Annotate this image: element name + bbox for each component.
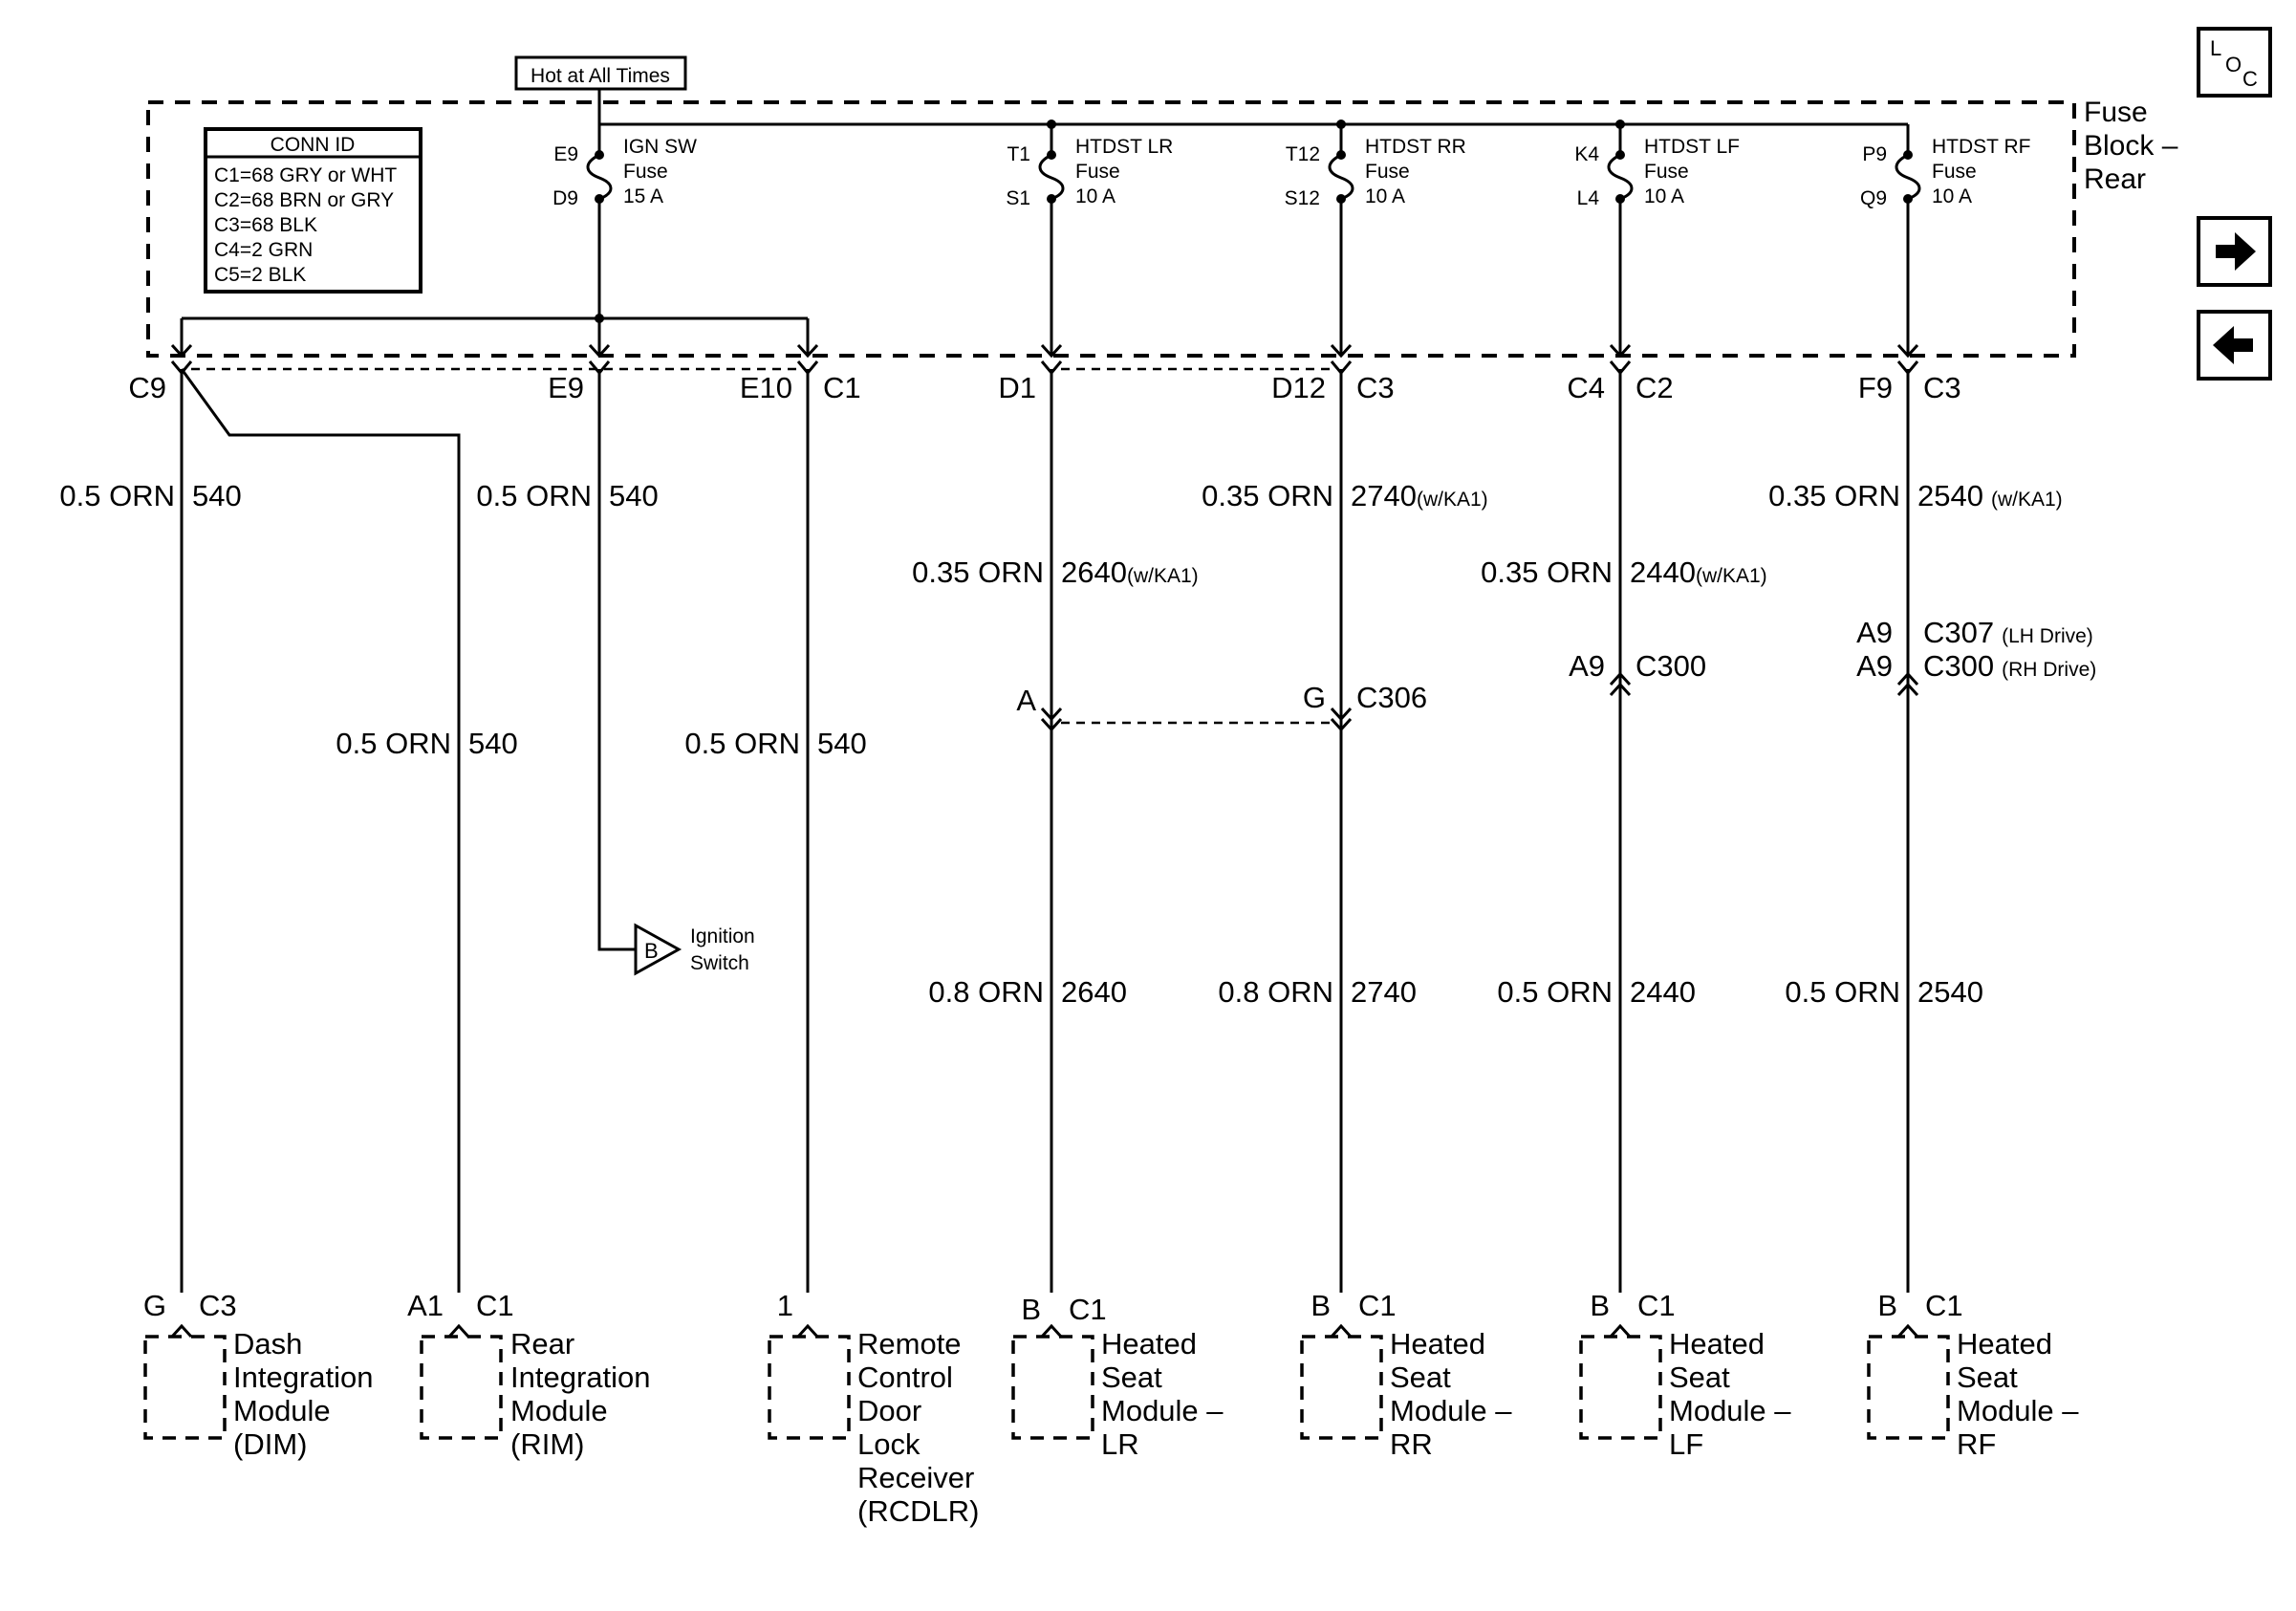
lf-name-2: Seat xyxy=(1669,1361,1730,1394)
dim-name-2: Integration xyxy=(233,1361,374,1394)
out-pin-c9: C9 xyxy=(128,371,166,404)
fuse-ign-rating: 15 A xyxy=(623,185,664,207)
lf-conn: C1 xyxy=(1637,1289,1676,1322)
fuse-lf-type: Fuse xyxy=(1644,161,1689,183)
fuse-rr-bottom-pin: S12 xyxy=(1284,187,1320,209)
rf-c300-pin: A9 xyxy=(1856,649,1893,683)
fuse-htdst-lf xyxy=(1574,124,1740,209)
rcdlr-name-3: Door xyxy=(857,1394,922,1427)
fuse-lr-name: HTDST LR xyxy=(1075,136,1174,158)
lf-pin: B xyxy=(1590,1289,1610,1322)
out-pin-e10: E10 xyxy=(739,371,792,404)
lr-pin: B xyxy=(1021,1293,1041,1326)
wire-label-rr-circuit: 2740(w/KA1) xyxy=(1351,479,1488,512)
lr-name-4: LR xyxy=(1101,1427,1139,1461)
hot-label: Hot at All Times xyxy=(531,65,670,87)
loc-o: O xyxy=(2225,53,2242,76)
dim-conn: C3 xyxy=(199,1289,237,1322)
fuse-ign-top-pin: E9 xyxy=(553,143,578,165)
inline-connector-lf-c300 xyxy=(1569,649,1706,695)
rr-pin: B xyxy=(1310,1289,1331,1322)
lf-name-3: Module – xyxy=(1669,1394,1791,1427)
out-pin-c4: C4 xyxy=(1567,371,1605,404)
out-conn-d12: C3 xyxy=(1356,371,1395,404)
fuse-rf-rating: 10 A xyxy=(1932,185,1973,207)
fuse-rr-name: HTDST RR xyxy=(1365,136,1466,158)
fuse-htdst-rr xyxy=(1285,124,1466,209)
module-dim xyxy=(143,1289,374,1461)
wire-label-rcdlr-circuit: 540 xyxy=(817,727,867,760)
wire-label-rr-lower-circuit: 2740 xyxy=(1351,975,1417,1009)
fuse-block-label-3: Rear xyxy=(2084,163,2147,195)
wire-label-rf-circuit: 2540 (w/KA1) xyxy=(1917,479,2063,512)
out-conn-f9: C3 xyxy=(1923,371,1961,404)
lf-c300-name: C300 xyxy=(1635,649,1707,683)
loc-c: C xyxy=(2242,67,2258,91)
lf-name-1: Heated xyxy=(1669,1327,1765,1361)
wire-label-lf-lower-gauge: 0.5 ORN xyxy=(1497,975,1613,1009)
dim-name-1: Dash xyxy=(233,1327,303,1361)
wire-label-lr-lower-circuit: 2640 xyxy=(1061,975,1127,1009)
fuse-ign-type: Fuse xyxy=(623,161,668,183)
rf-pin: B xyxy=(1877,1289,1897,1322)
wire-label-lr-gauge: 0.35 ORN xyxy=(912,555,1044,589)
wire-label-lf-lower-circuit: 2440 xyxy=(1630,975,1696,1009)
rim-name-1: Rear xyxy=(510,1327,575,1361)
wire-label-e9-circuit: 540 xyxy=(609,479,659,512)
rcdlr-pin: 1 xyxy=(776,1289,793,1322)
fuse-ign-bottom-pin: D9 xyxy=(552,187,578,209)
fuse-lf-top-pin: K4 xyxy=(1574,143,1599,165)
lr-name-3: Module – xyxy=(1101,1394,1224,1427)
c306-name: C306 xyxy=(1356,681,1428,714)
rcdlr-name-1: Remote xyxy=(857,1327,962,1361)
dim-name-4: (DIM) xyxy=(233,1427,308,1461)
fuse-rf-type: Fuse xyxy=(1932,161,1977,183)
wire-label-rf-gauge: 0.35 ORN xyxy=(1768,479,1900,512)
ignition-label-1: Ignition xyxy=(690,925,755,947)
wire-label-rr-gauge: 0.35 ORN xyxy=(1202,479,1333,512)
fuse-rf-bottom-pin: Q9 xyxy=(1859,187,1887,209)
conn-id-table xyxy=(206,129,421,292)
wire-label-dim-circuit: 540 xyxy=(192,479,242,512)
fuse-htdst-lr xyxy=(1006,124,1173,209)
rcdlr-name-5: Receiver xyxy=(857,1461,975,1494)
out-conn-e10: C1 xyxy=(823,371,861,404)
out-pin-e9: E9 xyxy=(548,371,584,404)
fuse-ign-sw xyxy=(552,124,697,209)
fuse-htdst-rf xyxy=(1860,124,2030,209)
dim-pin: G xyxy=(142,1289,166,1322)
rr-name-4: RR xyxy=(1390,1427,1433,1461)
rf-name-4: RF xyxy=(1957,1427,1997,1461)
conn-id-line-4: C4=2 GRN xyxy=(214,239,314,261)
fuse-rf-name: HTDST RF xyxy=(1932,136,2031,158)
fuse-lr-rating: 10 A xyxy=(1075,185,1116,207)
wire-label-rim-circuit: 540 xyxy=(468,727,518,760)
wire-label-lf-circuit: 2440(w/KA1) xyxy=(1630,555,1767,589)
loc-button[interactable] xyxy=(2199,29,2270,96)
fuse-lr-type: Fuse xyxy=(1075,161,1120,183)
lr-name-1: Heated xyxy=(1101,1327,1197,1361)
wire-label-rcdlr-gauge: 0.5 ORN xyxy=(684,727,800,760)
module-heated-seat-lr xyxy=(1013,1293,1224,1461)
rim-conn: C1 xyxy=(476,1289,514,1322)
conn-id-line-1: C1=68 GRY or WHT xyxy=(214,164,398,186)
rr-conn: C1 xyxy=(1358,1289,1397,1322)
module-rim xyxy=(407,1289,650,1461)
inline-connector-rf xyxy=(1856,616,2096,695)
fuse-rr-type: Fuse xyxy=(1365,161,1410,183)
wire-label-lr-circuit: 2640(w/KA1) xyxy=(1061,555,1199,589)
wire-label-rf-lower-gauge: 0.5 ORN xyxy=(1785,975,1900,1009)
module-heated-seat-rr xyxy=(1302,1289,1512,1461)
next-page-button[interactable] xyxy=(2199,218,2270,285)
fuse-lr-bottom-pin: S1 xyxy=(1006,187,1030,209)
rim-name-2: Integration xyxy=(510,1361,651,1394)
rr-name-3: Module – xyxy=(1390,1394,1512,1427)
c306-right-pin: G xyxy=(1302,681,1326,714)
rr-name-2: Seat xyxy=(1390,1361,1451,1394)
lf-name-4: LF xyxy=(1669,1427,1704,1461)
out-pin-d1: D1 xyxy=(998,371,1036,404)
rcdlr-name-6: (RCDLR) xyxy=(857,1494,980,1528)
rr-name-1: Heated xyxy=(1390,1327,1485,1361)
rf-conn: C1 xyxy=(1925,1289,1963,1322)
fuse-rr-top-pin: T12 xyxy=(1285,143,1320,165)
fuse-block-label-1: Fuse xyxy=(2084,97,2148,128)
ignition-switch-reference xyxy=(636,925,755,974)
fuse-lf-bottom-pin: L4 xyxy=(1576,187,1599,209)
out-pin-f9: F9 xyxy=(1857,371,1893,404)
wire-label-e9-gauge: 0.5 ORN xyxy=(476,479,592,512)
out-conn-c4: C2 xyxy=(1635,371,1674,404)
module-rcdlr xyxy=(769,1289,979,1528)
conn-id-line-5: C5=2 BLK xyxy=(214,264,307,286)
rim-name-3: Module xyxy=(510,1394,608,1427)
module-heated-seat-lf xyxy=(1581,1289,1791,1461)
conn-id-title: CONN ID xyxy=(270,134,356,156)
rim-pin: A1 xyxy=(407,1289,444,1322)
rf-c300-name: C300 (RH Drive) xyxy=(1923,649,2097,683)
fuse-rr-rating: 10 A xyxy=(1365,185,1406,207)
lr-name-2: Seat xyxy=(1101,1361,1162,1394)
loc-l: L xyxy=(2210,36,2222,60)
inline-connector-c306 xyxy=(1016,681,1427,729)
fuse-rf-top-pin: P9 xyxy=(1862,143,1887,165)
rf-name-2: Seat xyxy=(1957,1361,2018,1394)
rf-name-1: Heated xyxy=(1957,1327,2052,1361)
rim-name-4: (RIM) xyxy=(510,1427,585,1461)
c306-left-pin: A xyxy=(1016,684,1036,717)
wire-label-dim-gauge: 0.5 ORN xyxy=(59,479,175,512)
lr-conn: C1 xyxy=(1069,1293,1107,1326)
wire-label-lf-gauge: 0.35 ORN xyxy=(1481,555,1613,589)
hot-bus xyxy=(599,89,1908,124)
rcdlr-name-2: Control xyxy=(857,1361,953,1394)
fuse-lr-top-pin: T1 xyxy=(1007,143,1030,165)
wire-label-rf-lower-circuit: 2540 xyxy=(1917,975,1983,1009)
wire-label-lr-lower-gauge: 0.8 ORN xyxy=(928,975,1044,1009)
rf-c307-pin: A9 xyxy=(1856,616,1893,649)
lf-c300-pin: A9 xyxy=(1569,649,1605,683)
out-pin-d12: D12 xyxy=(1271,371,1326,404)
conn-id-line-3: C3=68 BLK xyxy=(214,214,317,236)
fuse-ign-name: IGN SW xyxy=(623,136,697,158)
wire-label-rim-gauge: 0.5 ORN xyxy=(336,727,451,760)
rf-c307-name: C307 (LH Drive) xyxy=(1923,616,2093,649)
conn-id-line-2: C2=68 BRN or GRY xyxy=(214,189,395,211)
dim-name-3: Module xyxy=(233,1394,331,1427)
output-chevrons xyxy=(172,345,1917,373)
fuse-lf-name: HTDST LF xyxy=(1644,136,1740,158)
rcdlr-name-4: Lock xyxy=(857,1427,921,1461)
wire-ign-switch xyxy=(599,369,636,949)
ignition-letter: B xyxy=(644,939,659,963)
fuse-lf-rating: 10 A xyxy=(1644,185,1685,207)
rf-name-3: Module – xyxy=(1957,1394,2079,1427)
ignition-label-2: Switch xyxy=(690,952,749,974)
module-heated-seat-rf xyxy=(1869,1289,2079,1461)
prev-page-button[interactable] xyxy=(2199,312,2270,379)
wire-label-rr-lower-gauge: 0.8 ORN xyxy=(1218,975,1333,1009)
fuse-block-label-2: Block – xyxy=(2084,130,2178,162)
